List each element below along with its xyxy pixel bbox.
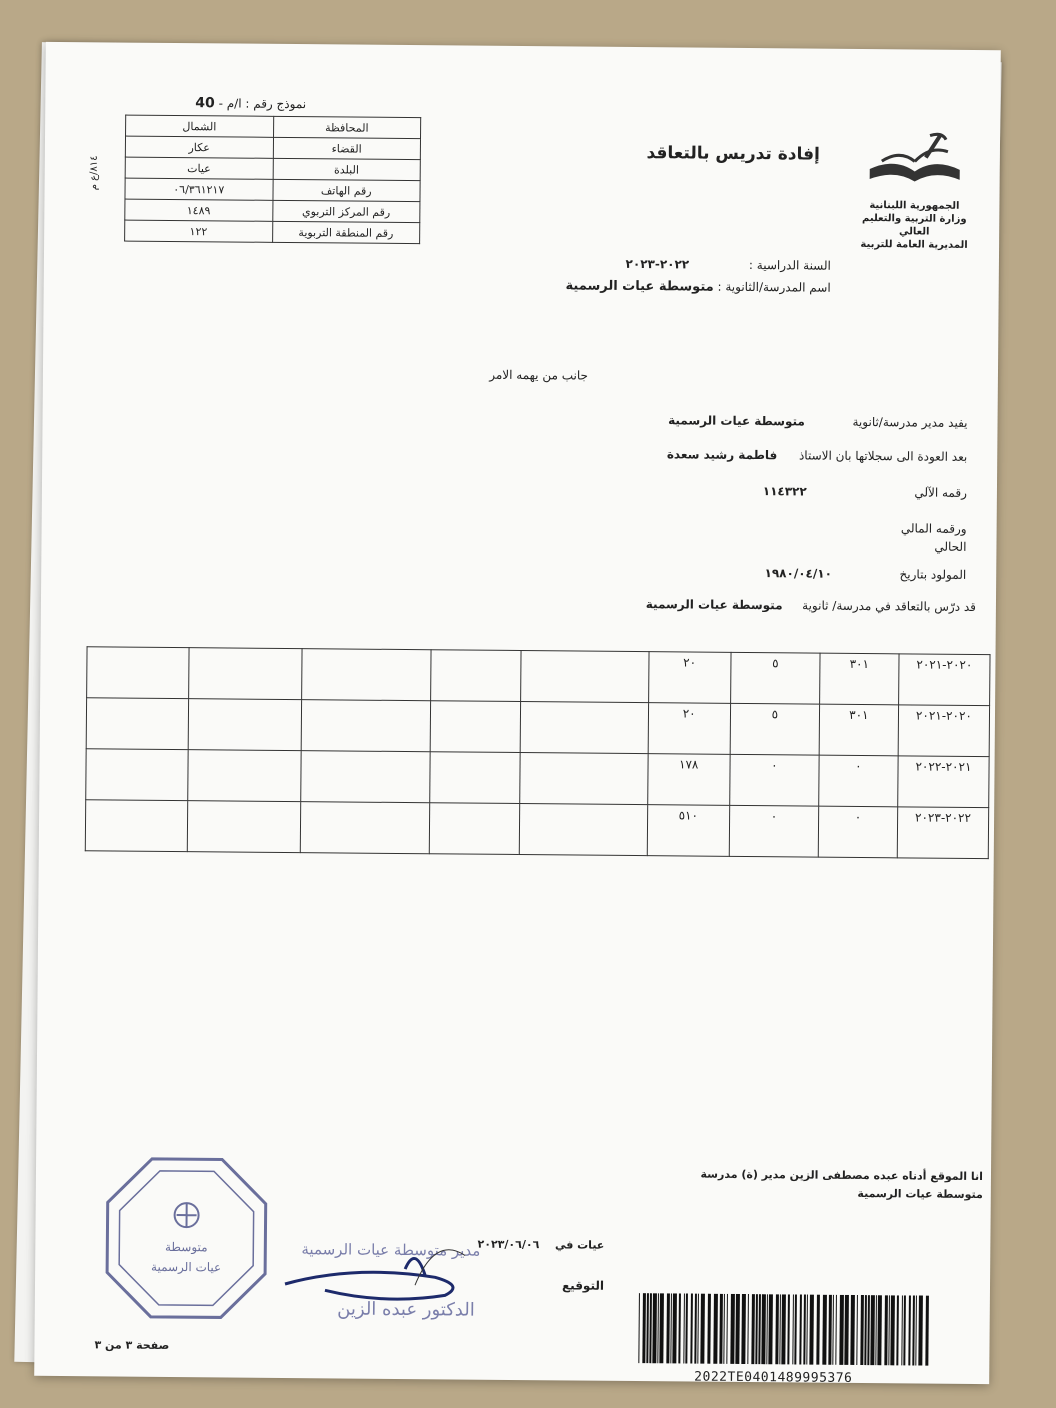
table-cell	[519, 804, 647, 856]
signature	[264, 1224, 485, 1356]
barcode-bar	[867, 1295, 870, 1365]
barcode-bar	[835, 1295, 837, 1365]
table-cell	[521, 651, 649, 703]
barcode-bar	[832, 1295, 834, 1365]
barcode-bar	[870, 1295, 875, 1365]
table-cell	[302, 649, 431, 701]
teacher-line: بعد العودة الى سجلاتها بان الاستاذ فاطمة رشيد سعدة	[666, 447, 968, 464]
barcode-bar	[888, 1295, 890, 1365]
barcode-bar	[901, 1295, 903, 1365]
auto-number-line: رقمه الآلي ١١٤٣٢٢	[762, 484, 967, 500]
barcode-bar	[747, 1294, 749, 1364]
info-label: البلدة	[273, 158, 421, 180]
financial-number-label: ورقمه المالي الحالي	[900, 521, 967, 554]
barcode-bar	[890, 1295, 895, 1365]
barcode	[634, 1293, 935, 1372]
table-cell: ٢٠	[648, 652, 731, 704]
table-cell	[431, 701, 521, 753]
barcode-bar	[799, 1294, 802, 1364]
info-label: رقم الهاتف	[272, 179, 420, 201]
barcode-bar	[787, 1294, 790, 1364]
document-title: إفادة تدريس بالتعاقد	[646, 143, 820, 165]
barcode-bar	[792, 1294, 794, 1364]
barcode-bar	[779, 1294, 781, 1364]
table-cell	[520, 702, 648, 754]
table-cell	[187, 801, 301, 853]
barcode-bar	[723, 1294, 725, 1364]
barcode-bar	[794, 1294, 797, 1364]
barcode-bar	[766, 1294, 768, 1364]
barcode-bar	[741, 1294, 746, 1364]
barcode-bar	[864, 1295, 867, 1365]
barcode-bar	[856, 1295, 858, 1365]
barcode-bar	[912, 1295, 915, 1365]
info-value: ٠٦/٣٦١٢١٧	[125, 178, 273, 200]
table-cell: ٠	[819, 755, 898, 807]
svg-text:الدكتور عبده الزين: الدكتور عبده الزين	[337, 1298, 475, 1321]
teaching-hours-table	[85, 646, 991, 859]
barcode-bar	[730, 1294, 735, 1364]
info-value: عكار	[125, 136, 273, 158]
table-cell	[85, 800, 187, 852]
barcode-bar	[877, 1295, 882, 1365]
barcode-bar	[860, 1295, 864, 1365]
barcode-bar	[659, 1293, 664, 1363]
svg-text:متوسطة: متوسطة	[164, 1239, 208, 1255]
table-cell: ١٧٨	[647, 754, 730, 806]
ministry-logo	[859, 131, 970, 252]
document-page	[34, 42, 1001, 1384]
table-cell: ٢٠٢٠-٢٠٢١	[898, 705, 990, 757]
barcode-bar	[652, 1293, 657, 1363]
info-row	[125, 136, 420, 160]
table-cell: ٠	[730, 754, 819, 806]
barcode-bar	[918, 1296, 923, 1366]
table-cell	[431, 650, 521, 702]
table-cell: ٢٠٢١-٢٠٢٢	[898, 756, 990, 808]
table-row	[85, 800, 988, 859]
barcode-bar	[657, 1293, 659, 1363]
table-cell: ٥	[730, 652, 819, 704]
table-cell: ٥١٠	[647, 805, 730, 857]
table-cell	[188, 750, 302, 802]
table-cell	[301, 751, 430, 803]
school-year-row: السنة الدراسية : ٢٠٢٢-٢٠٢٣	[625, 256, 831, 273]
table-cell: ٢٠٢٠-٢٠٢١	[898, 654, 990, 706]
info-label: رقم المركز التربوي	[272, 200, 420, 222]
barcode-bar	[642, 1293, 646, 1363]
barcode-bar	[646, 1293, 649, 1363]
book-emblem-icon	[860, 131, 971, 196]
barcode-bar	[719, 1294, 723, 1364]
barcode-bar	[670, 1293, 672, 1363]
table-cell	[520, 753, 648, 805]
table-cell: ٣٠١	[819, 653, 898, 705]
barcode-bar	[806, 1295, 808, 1365]
barcode-bar	[803, 1295, 806, 1365]
table-cell: ٣٠١	[819, 704, 898, 756]
barcode-bar	[683, 1293, 685, 1363]
table-cell: ٥	[730, 703, 819, 755]
barcode-bar	[768, 1294, 773, 1364]
info-label: المحافظة	[273, 116, 421, 138]
barcode-bar	[649, 1293, 652, 1363]
barcode-bar	[816, 1295, 820, 1365]
table-cell	[302, 700, 431, 752]
barcode-bar	[713, 1294, 718, 1364]
barcode-bar	[755, 1294, 758, 1364]
table-row	[86, 749, 989, 808]
barcode-bar	[839, 1295, 844, 1365]
barcode-bar	[694, 1294, 697, 1364]
side-note: ٨١٤/ع م	[88, 155, 100, 191]
info-value: ١٢٢	[125, 220, 273, 242]
table-row	[87, 647, 990, 706]
info-label: القضاء	[273, 137, 421, 159]
table-row	[86, 698, 989, 757]
info-value: الشمال	[126, 115, 274, 137]
table-cell: ٢٠٢٢-٢٠٢٣	[897, 807, 989, 859]
svg-text:مدير متوسطة عيات الرسمية: مدير متوسطة عيات الرسمية	[301, 1240, 481, 1260]
info-row	[125, 199, 420, 223]
table-cell	[86, 749, 188, 801]
barcode-bar	[884, 1295, 888, 1365]
birth-date-line: المولود بتاريخ ١٩٨٠/٠٤/١٠	[764, 566, 967, 582]
declaration-text: انا الموقع أدناه عبده مصطفى الزين مدير (ة) مدرسة متوسطة عيات الرسمية	[700, 1167, 984, 1202]
info-label: رقم المنطقة التربوية	[272, 221, 420, 243]
official-stamp	[101, 1152, 272, 1323]
barcode-bar	[908, 1295, 911, 1365]
barcode-bar	[761, 1294, 766, 1364]
info-row	[125, 220, 420, 244]
barcode-bar	[697, 1294, 699, 1364]
table-cell	[188, 648, 302, 700]
table-cell	[87, 647, 189, 699]
info-row	[125, 178, 420, 202]
barcode-bar	[896, 1295, 899, 1365]
barcode-bar	[672, 1293, 677, 1363]
ministry-name: الجمهورية اللبنانية وزارة التربية والتعليم العالي المديرية العامة للتربية	[860, 200, 968, 251]
barcode-bar	[781, 1294, 786, 1364]
table-cell: ٠	[818, 806, 897, 858]
svg-text:عيات الرسمية: عيات الرسمية	[150, 1259, 222, 1275]
barcode-bar	[844, 1295, 849, 1365]
barcode-bar	[850, 1295, 855, 1365]
table-cell	[86, 698, 188, 750]
barcode-bar	[726, 1294, 728, 1364]
barcode-bar	[751, 1294, 755, 1364]
barcode-bar	[638, 1293, 640, 1363]
table-cell	[301, 802, 430, 854]
barcode-bar	[690, 1294, 693, 1364]
barcode-bar	[758, 1294, 761, 1364]
page-number: صفحة ٣ من ٣	[94, 1338, 170, 1352]
barcode-bar	[875, 1295, 877, 1365]
barcode-bar	[700, 1294, 705, 1364]
table-cell	[188, 699, 302, 751]
barcode-bar	[735, 1294, 740, 1364]
info-value: عيات	[125, 157, 273, 179]
form-number: نموذج رقم : ا/م - 40	[195, 95, 307, 112]
barcode-bar	[925, 1296, 929, 1366]
info-row	[125, 157, 420, 181]
barcode-bar	[915, 1295, 917, 1365]
table-cell	[430, 752, 520, 804]
addressee: جانب من يهمه الامر	[489, 367, 589, 383]
barcode-bar	[828, 1295, 832, 1365]
info-row	[126, 115, 421, 139]
table-cell	[430, 803, 520, 855]
barcode-bar	[678, 1293, 681, 1363]
barcode-bar	[775, 1294, 779, 1364]
table-cell: ٢٠	[648, 703, 731, 755]
barcode-bar	[685, 1293, 688, 1363]
barcode-bar	[822, 1295, 827, 1365]
school-name-row: اسم المدرسة/الثانوية : متوسطة عيات الرسمية	[565, 278, 831, 295]
barcode-number: 2022TE0401489995376	[694, 1369, 853, 1386]
location-info-table	[124, 115, 421, 245]
table-cell: ٠	[729, 805, 818, 857]
barcode-bar	[707, 1294, 711, 1364]
info-value: ١٤٨٩	[125, 199, 273, 221]
taught-at-line: قد درّس بالتعاقد في مدرسة/ ثانوية متوسطة عيات الرسمية	[645, 597, 977, 614]
barcode-bar	[903, 1295, 906, 1365]
place-date: عيات في ٢٠٢٣/٠٦/٠٦	[477, 1237, 605, 1252]
principal-line: يفيد مدير مدرسة/ثانوية متوسطة عيات الرسمية	[668, 413, 968, 430]
signature-label: التوقيع	[561, 1278, 605, 1293]
barcode-bar	[809, 1295, 814, 1365]
barcode-bar	[666, 1293, 670, 1363]
